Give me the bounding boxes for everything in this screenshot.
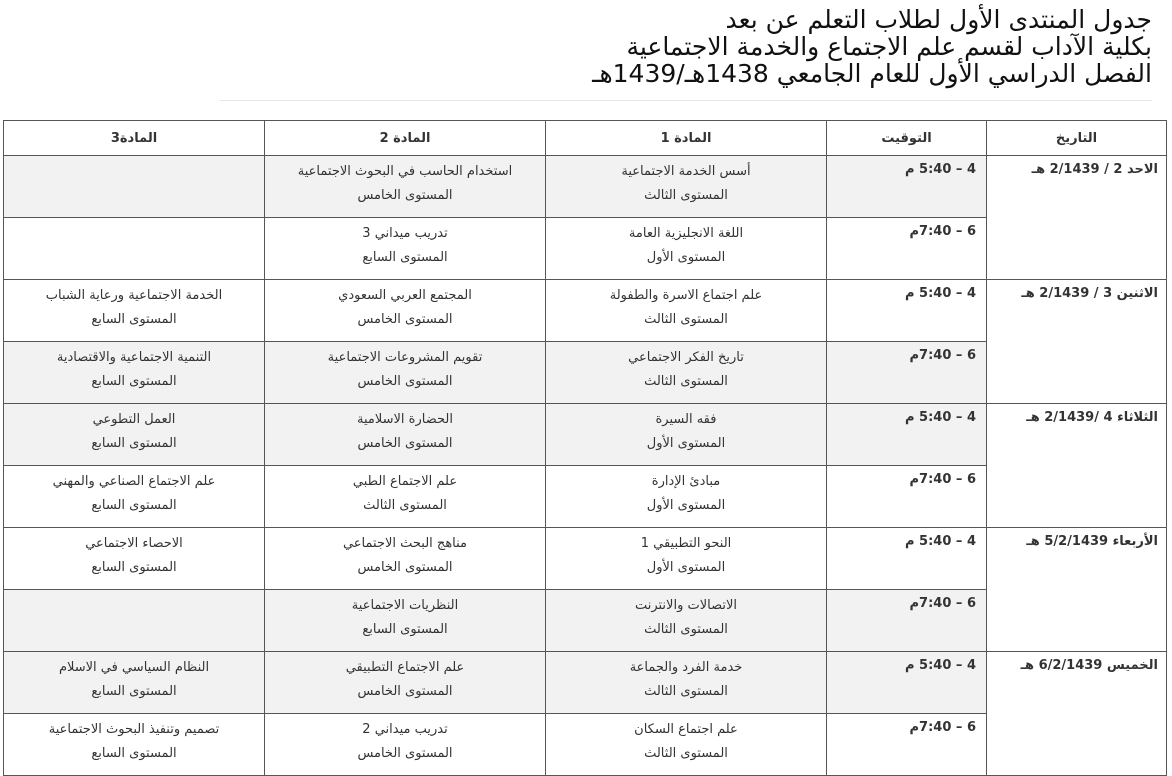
subject-cell-1 [546, 404, 827, 466]
heading-line-1: جدول المنتدى الأول لطلاب التعلم عن بعد [725, 5, 1152, 34]
subject-level: المستوى الأول [646, 250, 726, 265]
subject-level: المستوى الأول [646, 436, 726, 451]
subject-level: المستوى الخامس [357, 312, 453, 327]
subject-level: المستوى السابع [362, 622, 448, 637]
subject-level: المستوى السابع [362, 250, 448, 265]
subject-cell-2 [265, 156, 546, 218]
subject-name: اللغة الانجليزية العامة [628, 226, 744, 241]
subject-cell-2 [265, 404, 546, 466]
subject-name: استخدام الحاسب في البحوث الاجتماعية [297, 164, 513, 179]
subject-name: علم اجتماع الاسرة والطفولة [609, 288, 763, 303]
header-row [4, 121, 1167, 156]
subject-name: تقويم المشروعات الاجتماعية [327, 350, 483, 365]
day-label: الاثنين 3 / 2/1439 هـ [987, 280, 1167, 404]
subject-cell-3 [4, 466, 265, 528]
subject-name: المجتمع العربي السعودي [338, 288, 472, 303]
table-row [4, 528, 1167, 590]
subject-cell-3 [4, 528, 265, 590]
heading-line-2: بكلية الآداب لقسم علم الاجتماع والخدمة الاجتماعية [626, 32, 1152, 61]
day-label: الاحد 2 / 2/1439 هـ [987, 156, 1167, 280]
schedule-table [3, 120, 1167, 776]
subject-name: فقه السيرة [655, 412, 717, 427]
subject-level: المستوى السابع [91, 436, 177, 451]
subject-cell-3 [4, 218, 265, 280]
subject-name: تدريب ميداني 2 [362, 722, 448, 737]
subject-cell-1 [546, 528, 827, 590]
subject-level: المستوى الخامس [357, 374, 453, 389]
heading-line-3: الفصل الدراسي الأول للعام الجامعي 1438هـ/1439هـ [592, 59, 1152, 88]
subject-name: علم الاجتماع الصناعي والمهني [52, 474, 216, 489]
subject-level: المستوى السابع [91, 374, 177, 389]
time-slot: 6 – 7:40م [827, 714, 987, 776]
subject-name: مبادئ الإدارة [651, 474, 721, 489]
subject-name: العمل التطوعي [92, 412, 176, 427]
table-row [4, 280, 1167, 342]
subject-level: المستوى الثالث [644, 746, 728, 761]
subject-cell-1 [546, 652, 827, 714]
day-label: الثلاثاء 4 /2/1439 هـ [987, 404, 1167, 528]
subject-level: المستوى السابع [91, 312, 177, 327]
subject-cell-1 [546, 714, 827, 776]
subject-cell-2 [265, 652, 546, 714]
subject-cell-3 [4, 404, 265, 466]
subject-name: أسس الخدمة الاجتماعية [621, 164, 751, 179]
subject-cell-1 [546, 590, 827, 652]
subject-level: المستوى السابع [91, 560, 177, 575]
day-label: الخميس 6/2/1439 هـ [987, 652, 1167, 776]
subject-cell-3 [4, 652, 265, 714]
time-slot: 4 – 5:40 م [827, 156, 987, 218]
divider [220, 100, 1152, 101]
subject-cell-1 [546, 218, 827, 280]
subject-cell-3 [4, 156, 265, 218]
day-label: الأربعاء 5/2/1439 هـ [987, 528, 1167, 652]
time-slot: 6 – 7:40م [827, 466, 987, 528]
time-slot: 6 – 7:40م [827, 218, 987, 280]
schedule-body [4, 156, 1167, 776]
header-subject-2: المادة 2 [265, 121, 546, 156]
time-slot: 4 – 5:40 م [827, 404, 987, 466]
subject-name: الخدمة الاجتماعية ورعاية الشباب [45, 288, 223, 303]
subject-cell-2 [265, 528, 546, 590]
subject-level: المستوى الأول [646, 498, 726, 513]
subject-name: الحضارة الاسلامية [357, 412, 453, 427]
table-row [4, 156, 1167, 218]
subject-level: المستوى الخامس [357, 746, 453, 761]
subject-name: تاريخ الفكر الاجتماعي [628, 350, 744, 365]
subject-level: المستوى الثالث [644, 622, 728, 637]
page-heading [592, 6, 1152, 87]
subject-name: النظام السياسي في الاسلام [58, 660, 210, 675]
subject-level: المستوى الخامس [357, 188, 453, 203]
table-row [4, 652, 1167, 714]
subject-cell-3 [4, 590, 265, 652]
subject-name: تدريب ميداني 3 [362, 226, 448, 241]
subject-cell-1 [546, 156, 827, 218]
subject-name: الاتصالات والانترنت [634, 598, 738, 613]
time-slot: 6 – 7:40م [827, 590, 987, 652]
subject-cell-3 [4, 280, 265, 342]
subject-cell-3 [4, 714, 265, 776]
header-subject-1: المادة 1 [546, 121, 827, 156]
subject-level: المستوى الخامس [357, 560, 453, 575]
subject-cell-2 [265, 218, 546, 280]
subject-cell-1 [546, 342, 827, 404]
subject-level: المستوى الثالث [644, 684, 728, 699]
subject-level: المستوى الأول [646, 560, 726, 575]
subject-name: تصميم وتنفيذ البحوث الاجتماعية [48, 722, 220, 737]
subject-level: المستوى الثالث [644, 188, 728, 203]
subject-name: النحو التطبيقي 1 [640, 536, 732, 551]
subject-level: المستوى الثالث [363, 498, 447, 513]
subject-cell-2 [265, 280, 546, 342]
time-slot: 6 – 7:40م [827, 342, 987, 404]
subject-level: المستوى السابع [91, 684, 177, 699]
subject-level: المستوى الثالث [644, 374, 728, 389]
subject-cell-1 [546, 466, 827, 528]
subject-cell-2 [265, 714, 546, 776]
subject-level: المستوى الخامس [357, 684, 453, 699]
subject-name: خدمة الفرد والجماعة [629, 660, 743, 675]
time-slot: 4 – 5:40 م [827, 280, 987, 342]
header-time: التوقيت [827, 121, 987, 156]
header-subject-3: المادة3 [4, 121, 265, 156]
subject-level: المستوى السابع [91, 498, 177, 513]
subject-name: علم اجتماع السكان [634, 722, 738, 737]
subject-cell-3 [4, 342, 265, 404]
time-slot: 4 – 5:40 م [827, 528, 987, 590]
subject-name: النظريات الاجتماعية [351, 598, 459, 613]
subject-cell-2 [265, 590, 546, 652]
subject-name: علم الاجتماع التطبيقي [345, 660, 465, 675]
subject-name: مناهج البحث الاجتماعي [342, 536, 468, 551]
subject-level: المستوى الثالث [644, 312, 728, 327]
subject-name: الاحصاء الاجتماعي [85, 536, 183, 551]
subject-cell-1 [546, 280, 827, 342]
subject-level: المستوى السابع [91, 746, 177, 761]
subject-name: التنمية الاجتماعية والاقتصادية [56, 350, 212, 365]
subject-level: المستوى الخامس [357, 436, 453, 451]
subject-cell-2 [265, 342, 546, 404]
subject-name: علم الاجتماع الطبي [352, 474, 458, 489]
header-date: التاريخ [987, 121, 1167, 156]
time-slot: 4 – 5:40 م [827, 652, 987, 714]
subject-cell-2 [265, 466, 546, 528]
table-row [4, 404, 1167, 466]
